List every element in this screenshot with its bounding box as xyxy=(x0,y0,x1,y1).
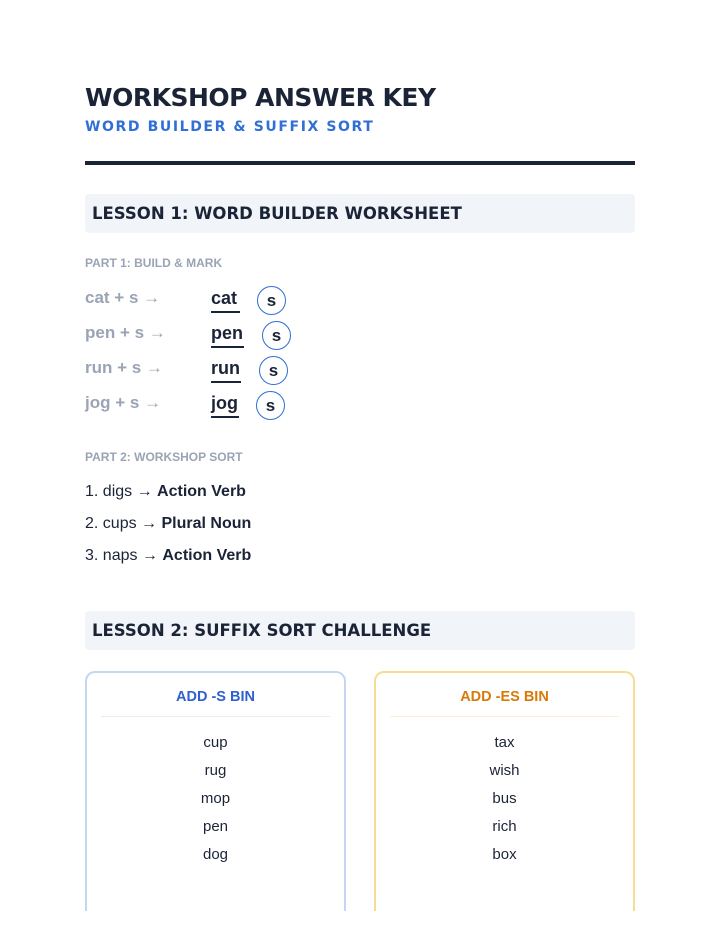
sort-prompt: 1. digs → xyxy=(85,483,158,500)
lesson-1-heading: LESSON 1: WORD BUILDER WORKSHEET xyxy=(85,194,635,233)
suffix-circle: s xyxy=(262,321,291,350)
answer-key-page xyxy=(85,0,635,932)
add-s-bin xyxy=(85,671,346,911)
build-equation: run + s → xyxy=(85,358,163,377)
part-2-label: PART 2: WORKSHOP SORT xyxy=(85,450,243,464)
build-row xyxy=(85,321,385,351)
bin-divider xyxy=(390,716,619,717)
build-row xyxy=(85,391,385,421)
bin-item: rug xyxy=(204,762,227,779)
built-word: cat xyxy=(211,288,238,308)
bin-item: mop xyxy=(200,790,231,807)
bin-item: cup xyxy=(203,734,228,751)
part-1-label: PART 1: BUILD & MARK xyxy=(85,256,223,270)
lesson-2-heading: LESSON 2: SUFFIX SORT CHALLENGE xyxy=(85,611,635,650)
bin-item: box xyxy=(492,846,517,863)
sort-prompt: 3. naps → xyxy=(85,547,163,564)
sort-row xyxy=(85,483,246,501)
built-word-underline xyxy=(211,381,241,383)
suffix-circle: s xyxy=(259,356,288,385)
sort-answer: Action Verb xyxy=(157,483,246,500)
sort-row xyxy=(85,547,251,565)
bin-title: ADD -ES BIN xyxy=(460,689,549,705)
suffix-circle: s xyxy=(257,286,286,315)
build-equation: pen + s → xyxy=(85,323,166,342)
bin-item: rich xyxy=(492,818,517,835)
build-equation: cat + s → xyxy=(85,288,161,307)
bin-item: bus xyxy=(492,790,517,807)
bin-title: ADD -S BIN xyxy=(176,689,255,705)
add-es-bin xyxy=(374,671,635,911)
sort-prompt: 2. cups → xyxy=(85,515,162,532)
built-word-underline xyxy=(211,416,239,418)
built-word-underline xyxy=(211,311,240,313)
built-word-underline xyxy=(211,346,244,348)
build-row xyxy=(85,286,385,316)
page-subtitle: WORD BUILDER & SUFFIX SORT xyxy=(85,119,375,135)
bin-item: tax xyxy=(494,734,515,751)
sort-row xyxy=(85,515,251,533)
bin-item: wish xyxy=(489,762,520,779)
sort-answer: Plural Noun xyxy=(161,515,252,532)
built-word: pen xyxy=(211,323,244,343)
build-equation: jog + s → xyxy=(85,393,162,412)
bin-divider xyxy=(101,716,330,717)
sort-answer: Action Verb xyxy=(162,547,252,564)
page-title: WORKSHOP ANSWER KEY xyxy=(85,83,436,112)
build-row xyxy=(85,356,385,386)
built-word: run xyxy=(211,358,240,378)
suffix-circle: s xyxy=(256,391,285,420)
bin-item: dog xyxy=(202,846,229,863)
title-divider xyxy=(85,161,635,165)
bin-item: pen xyxy=(202,818,229,835)
built-word: jog xyxy=(211,393,238,413)
